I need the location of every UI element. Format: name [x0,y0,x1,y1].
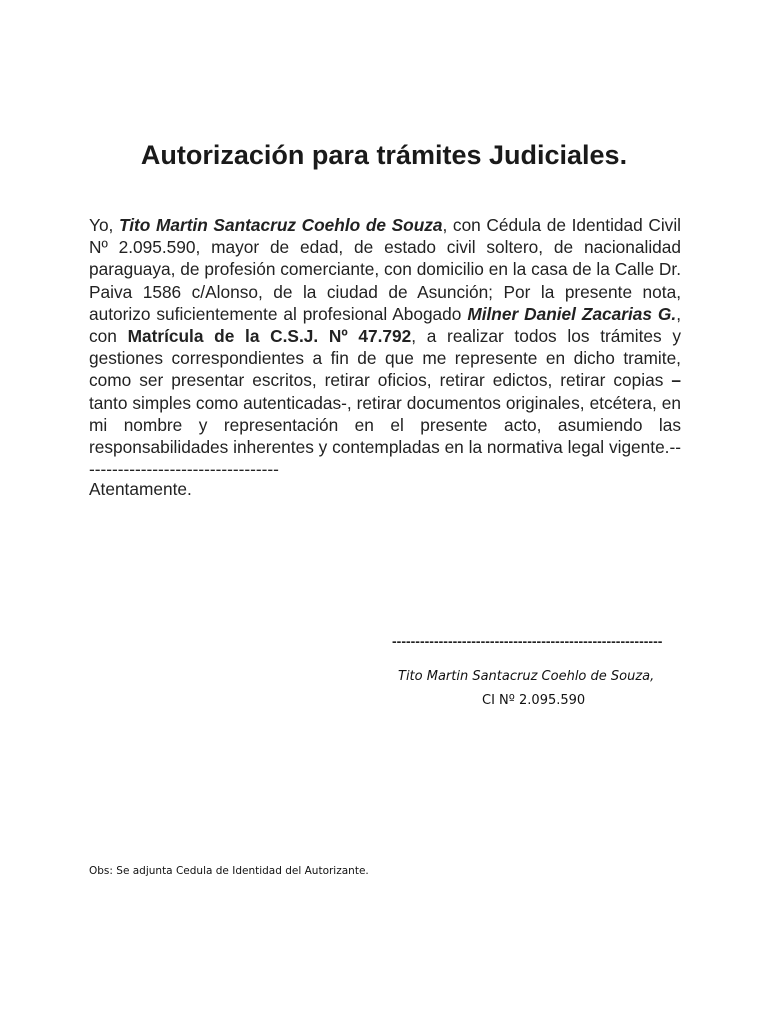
observation-note: Obs: Se adjunta Cedula de Identidad del Autorizante. [89,865,369,877]
grantor-name: Tito Martin Santacruz Coehlo de Souza [118,215,443,235]
signatory-id: CI Nº 2.095.590 [482,693,586,708]
body-text-1: Yo, [89,215,119,235]
signature-line: ---------------------------------------------------------- [392,633,663,649]
body-text-2: , con Cédula de Identidad Civil Nº 2.095.590, mayor de edad, de estado civil soltero, de nacionalidad paraguaya, de profesión comerciante, con domicilio en la casa de la Calle Dr. Paiva 1586 c/Alonso, de la ciudad de Asunción; Por la presente nota, autorizo suficientemente al profesional Abogado [89,215,682,324]
signatory-name: Tito Martin Santacruz Coehlo de Souza, [398,669,655,684]
attorney-name: Milner Daniel Zacarias G. [467,303,677,324]
closing-salutation: Atentamente. [89,479,192,499]
dash: – [671,370,681,391]
body-text-4: , a realizar todos los trámites y gestiones correspondientes a fin de que me represente en dicho tramite, como ser presentar escritos, retirar oficios, retirar edictos, retirar copias [89,326,682,391]
body-text-5: tanto simples como autenticadas-, retirar documentos originales, etcétera, en mi nombre y representación en el presente acto, asumiendo las responsabilidades inherentes y contempladas en la normativa legal vigente.----------------------------------- [89,392,681,480]
body-text-3: , con [89,303,681,347]
registration-number: Matrícula de la C.S.J. Nº 47.792 [127,326,412,347]
document-title: Autorización para trámites Judiciales. [140,140,628,170]
authorization-body [89,214,681,480]
